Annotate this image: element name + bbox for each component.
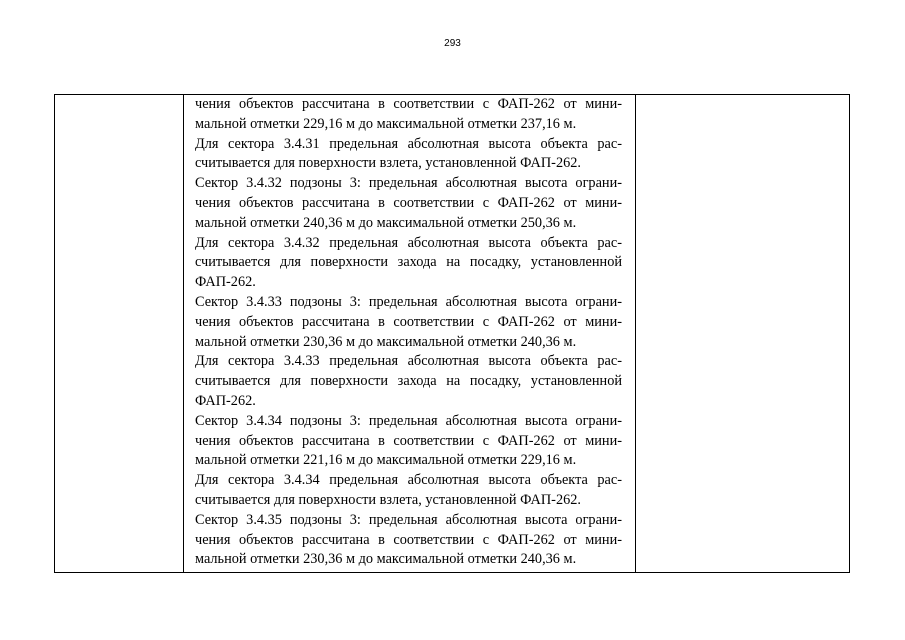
document-table bbox=[54, 94, 850, 573]
table-cell-description bbox=[184, 95, 636, 572]
text-line: чения объектов рассчитана в соответствии с ФАП-262 от мини- bbox=[195, 531, 622, 548]
text-line: считывается для поверхности взлета, установленной ФАП-262. bbox=[195, 155, 581, 172]
text-line: чения объектов рассчитана в соответствии с ФАП-262 от мини- bbox=[195, 194, 622, 211]
text-line: Сектор 3.4.35 подзоны 3: предельная абсолютная высота ограни- bbox=[195, 511, 622, 528]
text-line: чения объектов рассчитана в соответствии с ФАП-262 от мини- bbox=[195, 96, 622, 112]
text-line: Сектор 3.4.33 подзоны 3: предельная абсолютная высота ограни- bbox=[195, 293, 622, 310]
table-cell-left bbox=[55, 95, 184, 572]
text-line: мальной отметки 221,16 м до максимальной отметки 229,16 м. bbox=[195, 452, 577, 469]
text-line: считывается для поверхности взлета, установленной ФАП-262. bbox=[195, 491, 581, 508]
table-cell-right bbox=[636, 95, 849, 572]
page-number: 293 bbox=[444, 38, 461, 49]
text-line: ФАП-262. bbox=[195, 392, 256, 409]
text-line: считывается для поверхности захода на посадку, установленной bbox=[195, 254, 622, 271]
text-line: мальной отметки 240,36 м до максимальной отметки 250,36 м. bbox=[195, 214, 577, 231]
text-line: ФАП-262. bbox=[195, 274, 256, 291]
text-line: мальной отметки 230,36 м до максимальной отметки 240,36 м. bbox=[195, 333, 577, 350]
text-line: считывается для поверхности захода на посадку, установленной bbox=[195, 373, 622, 390]
text-line: Для сектора 3.4.32 предельная абсолютная высота объекта рас- bbox=[195, 234, 622, 251]
text-line: Для сектора 3.4.33 предельная абсолютная высота объекта рас- bbox=[195, 353, 622, 370]
text-line: чения объектов рассчитана в соответствии с ФАП-262 от мини- bbox=[195, 432, 622, 449]
text-line: Сектор 3.4.32 подзоны 3: предельная абсолютная высота ограни- bbox=[195, 175, 622, 192]
text-line: Для сектора 3.4.34 предельная абсолютная высота объекта рас- bbox=[195, 472, 622, 489]
text-line: мальной отметки 229,16 м до максимальной отметки 237,16 м. bbox=[195, 115, 577, 132]
text-line: Для сектора 3.4.31 предельная абсолютная высота объекта рас- bbox=[195, 135, 622, 152]
text-line: Сектор 3.4.34 подзоны 3: предельная абсолютная высота ограни- bbox=[195, 412, 622, 429]
text-line: чения объектов рассчитана в соответствии с ФАП-262 от мини- bbox=[195, 313, 622, 330]
text-line: мальной отметки 230,36 м до максимальной отметки 240,36 м. bbox=[195, 551, 577, 568]
